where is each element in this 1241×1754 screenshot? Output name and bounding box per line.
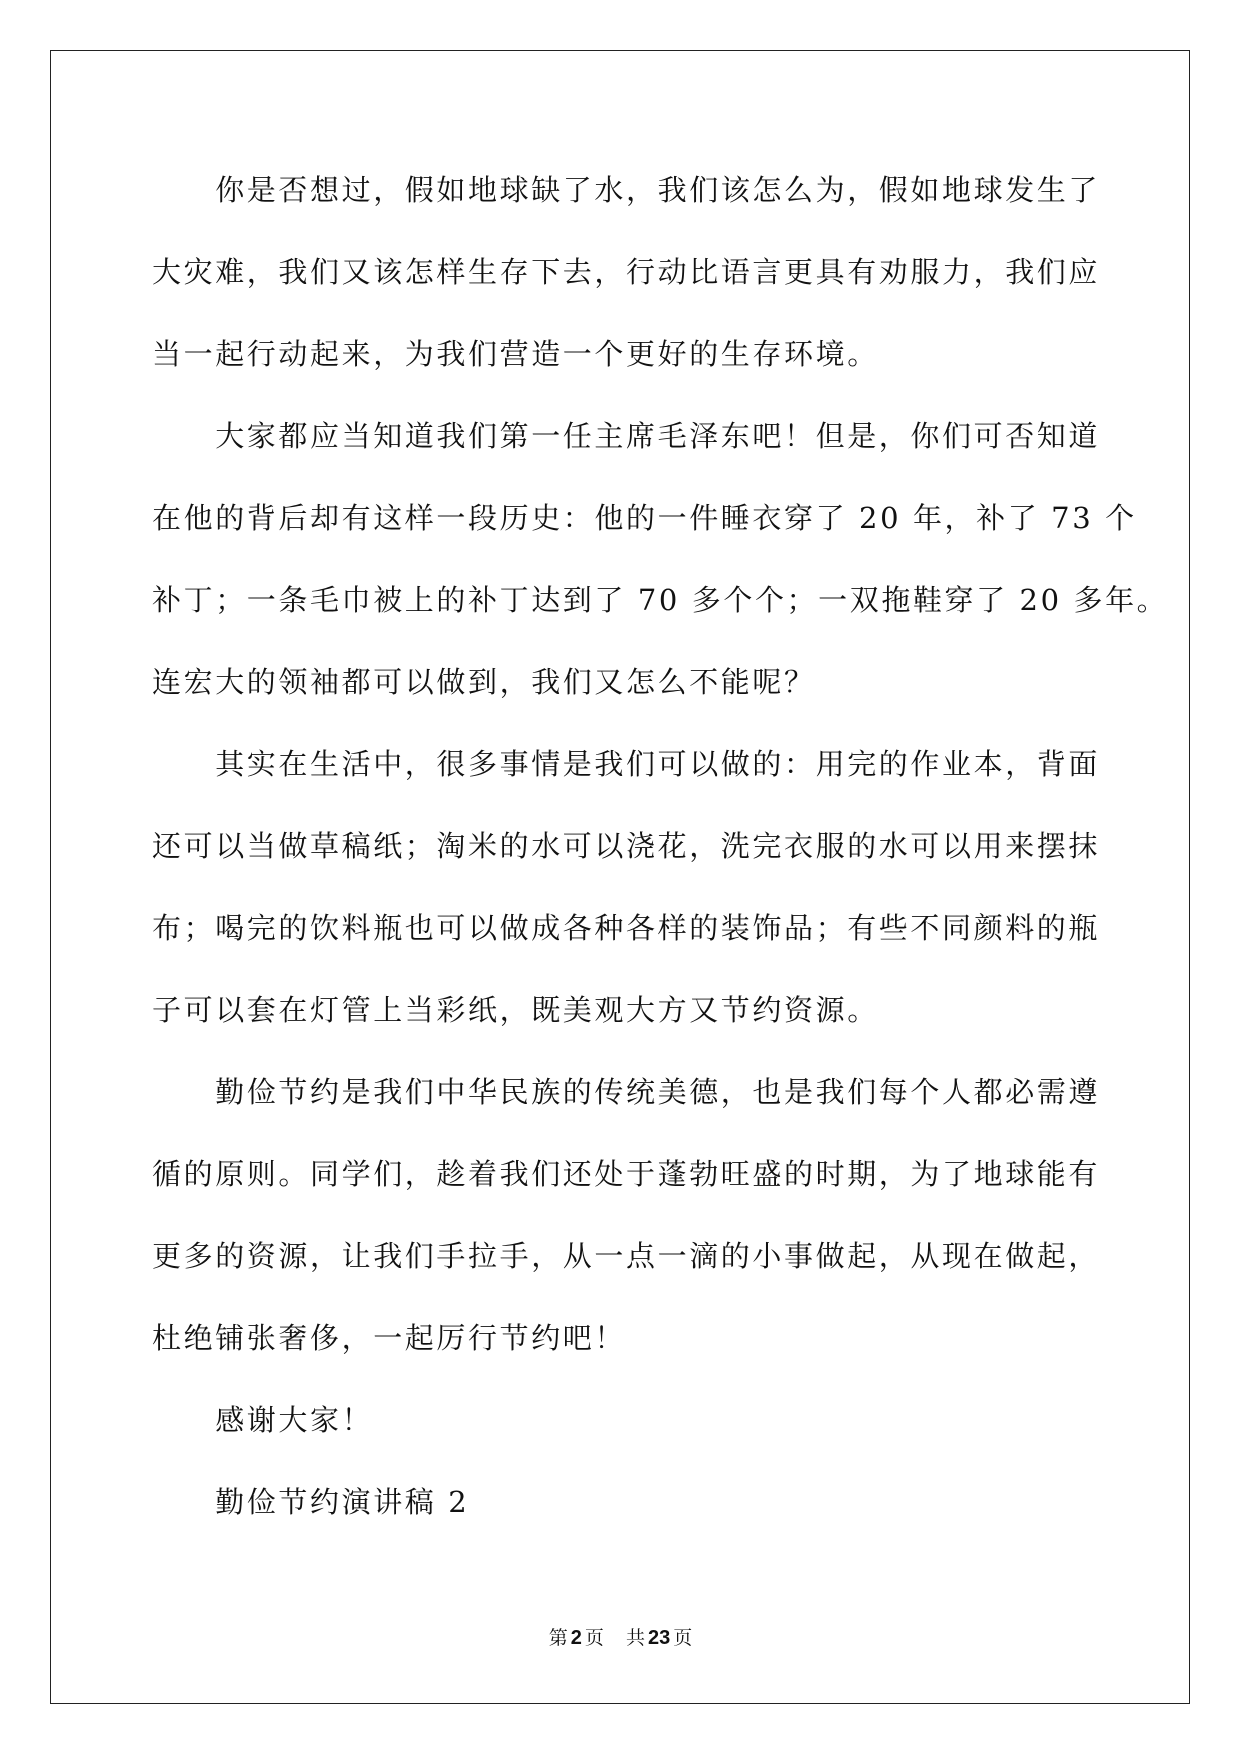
section-heading: 勤俭节约演讲稿 2	[152, 1485, 470, 1519]
page-number: 2	[570, 1627, 582, 1649]
text-line: 大灾难，我们又该怎样生存下去，行动比语言更具有劝服力，我们应	[152, 255, 1101, 289]
text-line: 子可以套在灯管上当彩纸，既美观大方又节约资源。	[152, 993, 879, 1027]
text-line: 勤俭节约是我们中华民族的传统美德，也是我们每个人都必需遵	[152, 1075, 1101, 1109]
page-border	[50, 50, 1190, 1704]
text-line: 循的原则。同学们，趁着我们还处于蓬勃旺盛的时期，为了地球能有	[152, 1157, 1101, 1191]
text-line: 连宏大的领袖都可以做到，我们又怎么不能呢？	[152, 665, 816, 699]
page-suffix: 页	[584, 1627, 604, 1649]
total-pages: 23	[647, 1627, 671, 1649]
page-prefix: 第	[548, 1627, 568, 1649]
text-line: 布；喝完的饮料瓶也可以做成各种各样的装饰品；有些不同颜料的瓶	[152, 911, 1101, 945]
text-line: 你是否想过，假如地球缺了水，我们该怎么为，假如地球发生了	[152, 173, 1101, 207]
page-footer	[0, 1626, 1241, 1650]
text-line: 更多的资源，让我们手拉手，从一点一滴的小事做起，从现在做起，	[152, 1239, 1101, 1273]
text-line: 大家都应当知道我们第一任主席毛泽东吧！但是，你们可否知道	[152, 419, 1101, 453]
text-line: 还可以当做草稿纸；淘米的水可以浇花，洗完衣服的水可以用来摆抹	[152, 829, 1101, 863]
total-prefix: 共	[625, 1627, 645, 1649]
text-line: 杜绝铺张奢侈，一起厉行节约吧！	[152, 1321, 627, 1355]
text-line: 其实在生活中，很多事情是我们可以做的：用完的作业本，背面	[152, 747, 1101, 781]
text-line: 当一起行动起来，为我们营造一个更好的生存环境。	[152, 337, 879, 371]
text-line: 补丁；一条毛巾被上的补丁达到了 70 多个个；一双拖鞋穿了 20 多年。	[152, 583, 1169, 617]
text-line: 在他的背后却有这样一段历史：他的一件睡衣穿了 20 年，补了 73 个	[152, 501, 1137, 535]
text-line: 感谢大家！	[152, 1403, 374, 1437]
total-suffix: 页	[673, 1627, 693, 1649]
